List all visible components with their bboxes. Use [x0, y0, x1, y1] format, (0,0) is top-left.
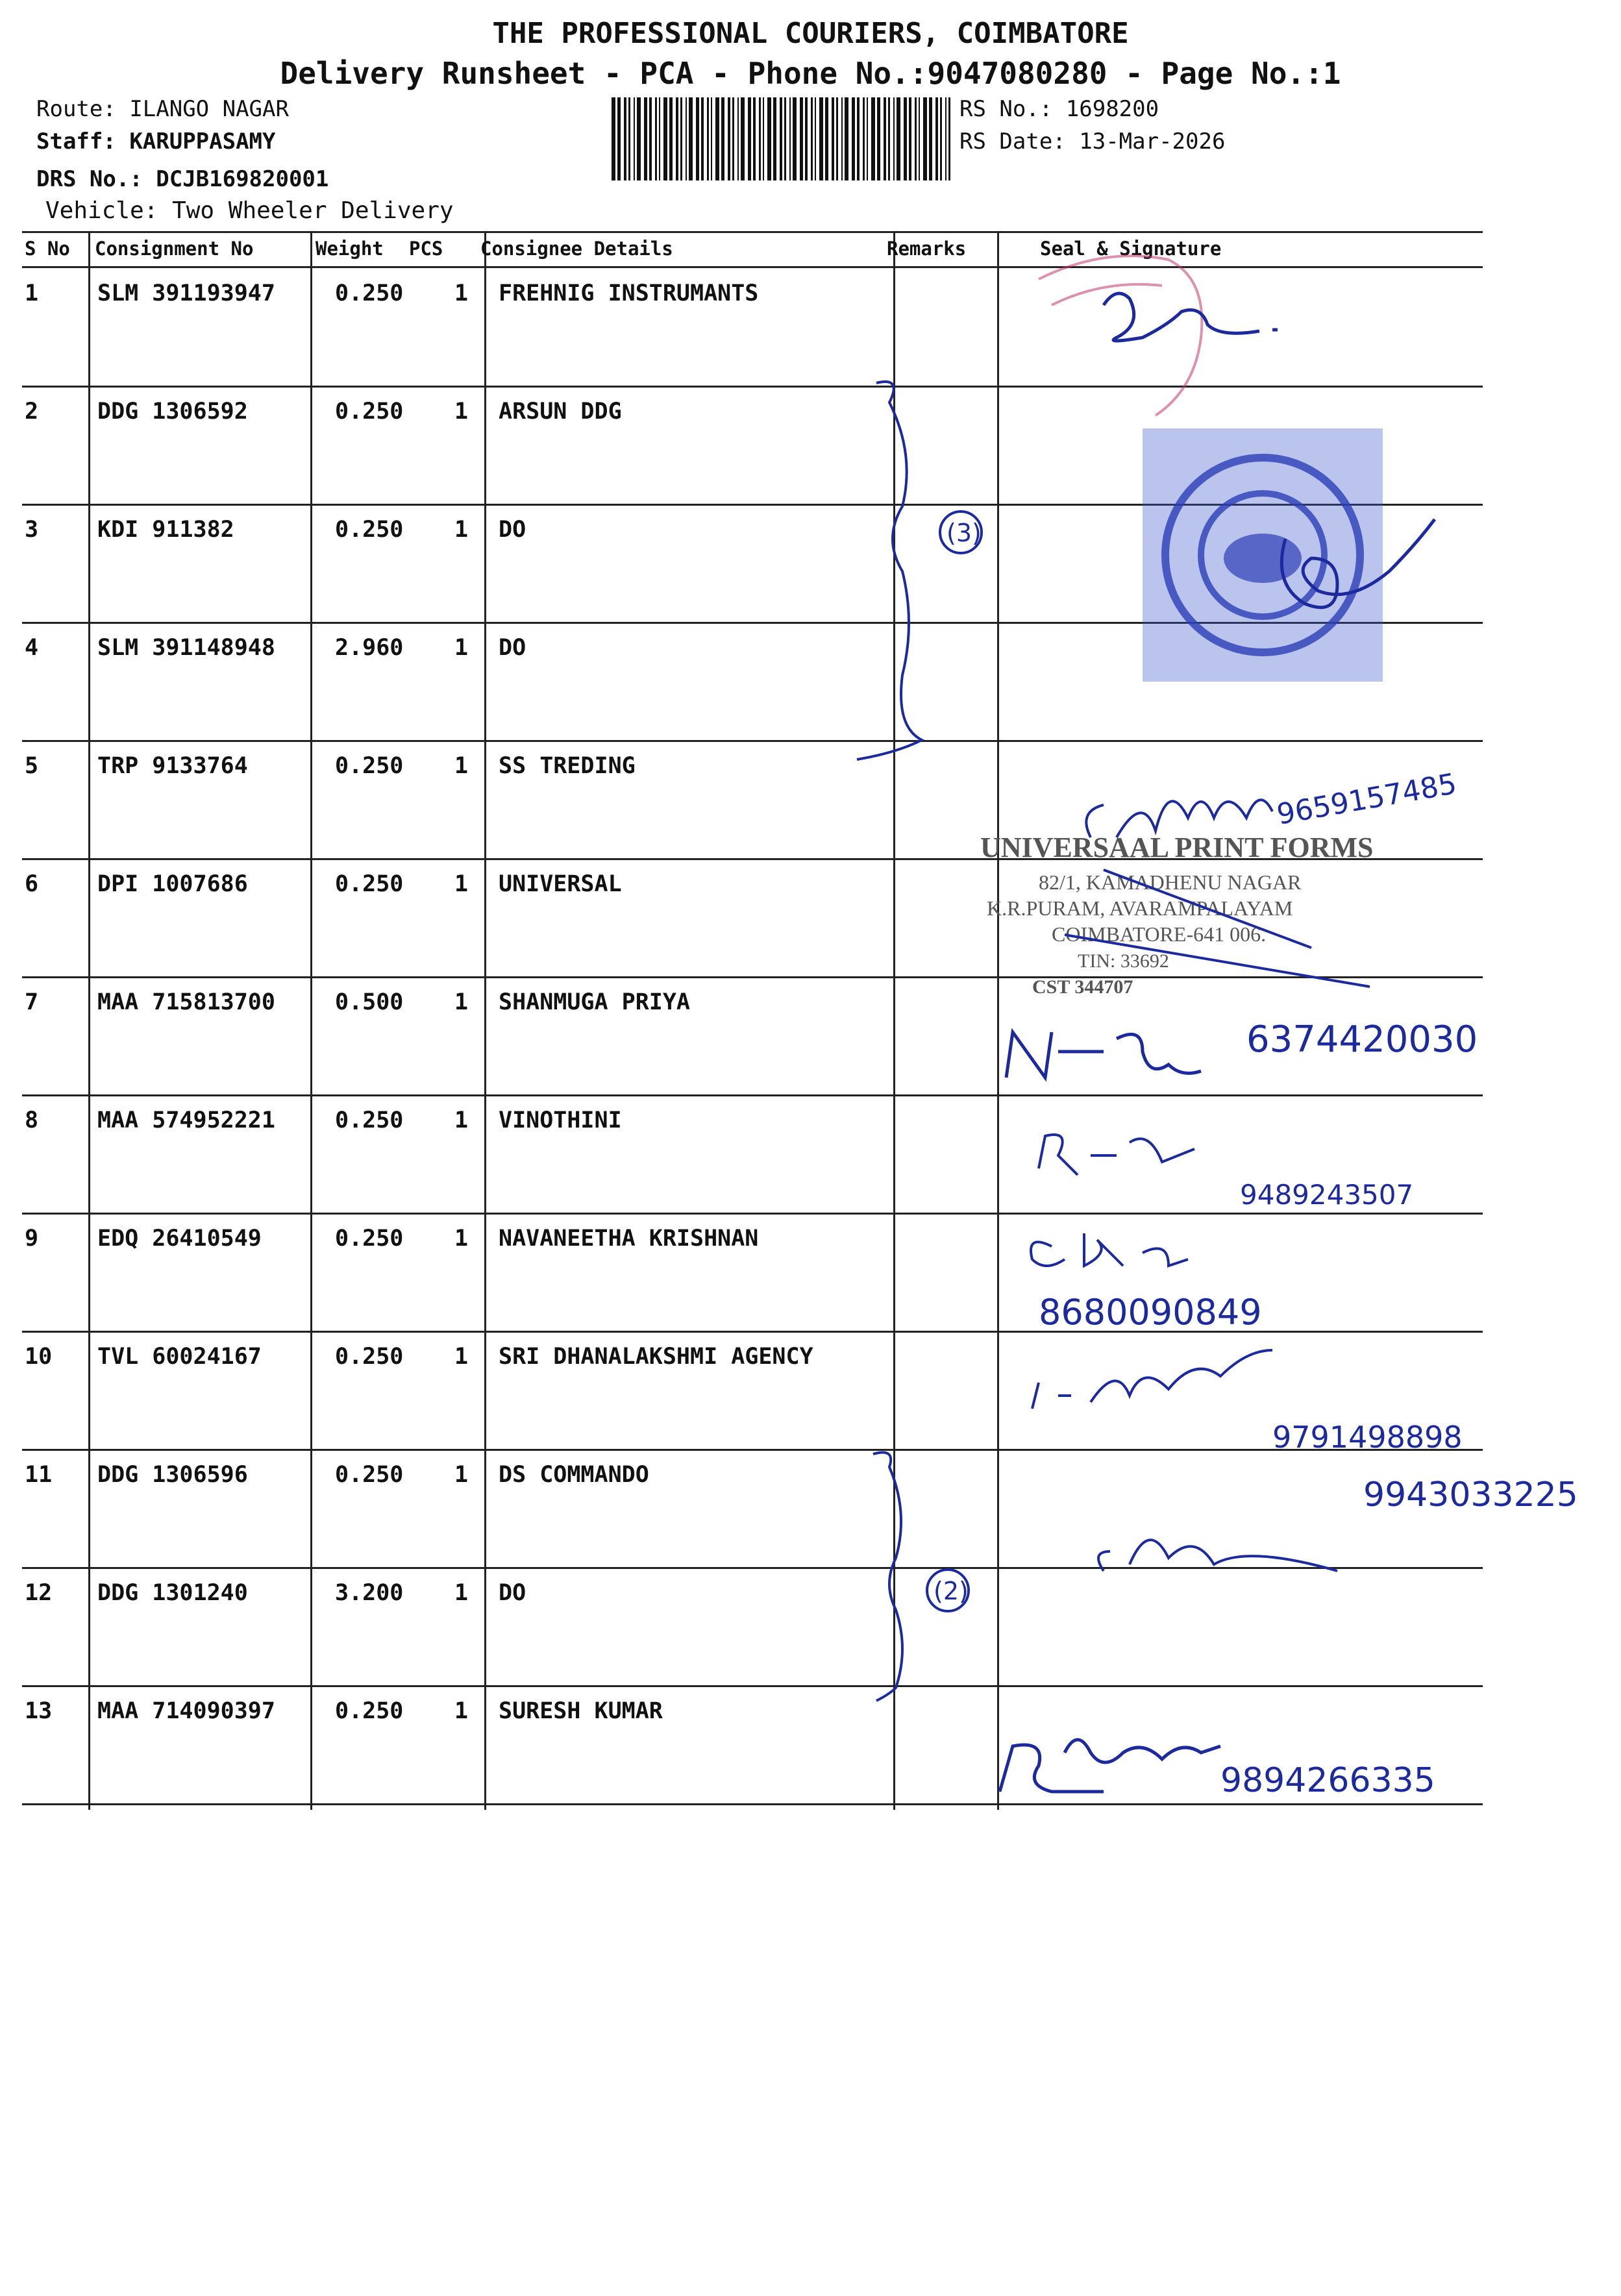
row-pcs: 1 — [454, 517, 469, 543]
row-consignee: DO — [499, 517, 526, 543]
row-consignment-no: KDI 911382 — [97, 517, 234, 543]
svg-text:COIMBATORE-641 006.: COIMBATORE-641 006. — [1052, 922, 1267, 946]
rs-no-label: RS No.: — [959, 96, 1053, 122]
row-consignment-no: SLM 391148948 — [97, 635, 275, 661]
row-sno: 8 — [25, 1107, 39, 1133]
phone-row11: 9943033225 — [1363, 1475, 1578, 1514]
row-consignee: SHANMUGA PRIYA — [499, 989, 691, 1015]
row-sno: 4 — [25, 635, 39, 661]
vehicle-label: Vehicle: — [45, 197, 158, 224]
row-consignee: NAVANEETHA KRISHNAN — [499, 1226, 759, 1252]
row-consignee: DO — [499, 635, 526, 661]
row-weight: 0.250 — [335, 280, 404, 306]
route-value: ILANGO NAGAR — [129, 96, 289, 122]
drs-value: DCJB169820001 — [156, 166, 329, 192]
row-sno: 7 — [25, 989, 39, 1015]
row-weight: 0.250 — [335, 399, 404, 425]
row-consignment-no: MAA 574952221 — [97, 1107, 275, 1133]
row-weight: 3.200 — [335, 1580, 404, 1606]
svg-text:82/1, KAMADHENU NAGAR: 82/1, KAMADHENU NAGAR — [1039, 870, 1302, 894]
svg-text:TIN: 33692: TIN: 33692 — [1078, 950, 1169, 972]
row-pcs: 1 — [454, 1698, 469, 1724]
signature-row10 — [1032, 1350, 1272, 1409]
runsheet-subtitle: Delivery Runsheet - PCA - Phone No.:9047080280 - Page No.:1 — [280, 56, 1341, 91]
col-header-weight: Weight — [316, 238, 384, 260]
row-consignment-no: DDG 1306592 — [97, 399, 248, 425]
row-weight: 0.250 — [335, 871, 404, 897]
row-sno: 1 — [25, 280, 39, 306]
col-header-seal: Seal & Signature — [1040, 238, 1222, 260]
row-consignment-no: TRP 9133764 — [97, 753, 248, 779]
col-header-consignee: Consignee Details — [480, 238, 673, 260]
row-pcs: 1 — [454, 989, 469, 1015]
row-consignment-no: DDG 1306596 — [97, 1462, 248, 1488]
svg-text:K.R.PURAM, AVARAMPALAYAM: K.R.PURAM, AVARAMPALAYAM — [987, 896, 1293, 920]
row-consignee: FREHNIG INSTRUMANTS — [499, 280, 759, 306]
remark-group-1: (3) — [947, 519, 982, 547]
row-pcs: 1 — [454, 753, 469, 779]
drs-label: DRS No.: — [36, 166, 143, 192]
remark-group-2: (2) — [934, 1577, 969, 1605]
row-sno: 2 — [25, 399, 39, 425]
row-weight: 0.250 — [335, 1226, 404, 1252]
row-consignee: VINOTHINI — [499, 1107, 622, 1133]
svg-text:CST 344707: CST 344707 — [1032, 976, 1133, 998]
route-label: Route: — [36, 96, 116, 122]
phone-row8: 9489243507 — [1240, 1179, 1414, 1211]
row-pcs: 1 — [454, 1226, 469, 1252]
vehicle-value: Two Wheeler Delivery — [172, 197, 454, 224]
row-consignee: UNIVERSAL — [499, 871, 622, 897]
row-pcs: 1 — [454, 635, 469, 661]
universal-stamp — [980, 832, 1374, 998]
row-weight: 2.960 — [335, 635, 404, 661]
row-pcs: 1 — [454, 871, 469, 897]
col-header-consignment: Consignment No — [95, 238, 254, 260]
row-sno: 3 — [25, 517, 39, 543]
row-weight: 0.250 — [335, 1462, 404, 1488]
rs-no-value: 1698200 — [1065, 96, 1159, 122]
row-sno: 11 — [25, 1462, 53, 1488]
signature-row13 — [1000, 1740, 1220, 1792]
row-sno: 6 — [25, 871, 39, 897]
row-pcs: 1 — [454, 399, 469, 425]
row-sno: 12 — [25, 1580, 53, 1606]
row-pcs: 1 — [454, 1580, 469, 1606]
row-consignment-no: MAA 715813700 — [97, 989, 275, 1015]
row-weight: 0.250 — [335, 517, 404, 543]
rs-date-value: 13-Mar-2026 — [1079, 129, 1226, 154]
signature-row1 — [1104, 293, 1278, 341]
row-consignee: ARSUN DDG — [499, 399, 622, 425]
signature-row9 — [1031, 1233, 1188, 1266]
signature-row8 — [1039, 1135, 1194, 1175]
col-header-sno: S No — [25, 238, 70, 260]
row-consignment-no: MAA 714090397 — [97, 1698, 275, 1724]
company-title: THE PROFESSIONAL COURIERS, COIMBATORE — [492, 17, 1129, 50]
row-consignee: SS TREDING — [499, 753, 636, 779]
staff-label: Staff: — [36, 129, 116, 154]
row-consignee: DS COMMANDO — [499, 1462, 649, 1488]
row-weight: 0.250 — [335, 753, 404, 779]
row-pcs: 1 — [454, 280, 469, 306]
phone-row9: 8680090849 — [1039, 1292, 1262, 1333]
row-consignment-no: TVL 60024167 — [97, 1344, 262, 1370]
phone-row13: 9894266335 — [1220, 1761, 1435, 1800]
row-weight: 0.250 — [335, 1344, 404, 1370]
row-pcs: 1 — [454, 1462, 469, 1488]
row-consignee: SRI DHANALAKSHMI AGENCY — [499, 1344, 813, 1370]
col-header-pcs: PCS — [409, 238, 443, 260]
row-sno: 9 — [25, 1226, 39, 1252]
phone-row5: 9659157485 — [1274, 767, 1459, 832]
signature-row7 — [1006, 1032, 1201, 1078]
col-header-remarks: Remarks — [887, 238, 967, 260]
staff-value: KARUPPASAMY — [129, 129, 276, 154]
rs-date-label: RS Date: — [959, 129, 1066, 154]
row-consignee: DO — [499, 1580, 526, 1606]
row-sno: 13 — [25, 1698, 53, 1724]
row-pcs: 1 — [454, 1344, 469, 1370]
blue-seal-healthcare — [1143, 428, 1383, 682]
row-weight: 0.250 — [335, 1698, 404, 1724]
row-pcs: 1 — [454, 1107, 469, 1133]
row-consignee: SURESH KUMAR — [499, 1698, 663, 1724]
row-consignment-no: SLM 391193947 — [97, 280, 275, 306]
row-weight: 0.250 — [335, 1107, 404, 1133]
row-weight: 0.500 — [335, 989, 404, 1015]
signature-row11 — [1098, 1540, 1337, 1571]
row-consignment-no: DPI 1007686 — [97, 871, 248, 897]
row-sno: 10 — [25, 1344, 53, 1370]
remarks-bracket-1 — [857, 382, 982, 759]
phone-row7: 6374420030 — [1246, 1018, 1478, 1061]
row-consignment-no: DDG 1301240 — [97, 1580, 248, 1606]
row-consignment-no: EDQ 26410549 — [97, 1226, 262, 1252]
row-sno: 5 — [25, 753, 39, 779]
svg-text:UNIVERSAAL PRINT FORMS: UNIVERSAAL PRINT FORMS — [980, 832, 1374, 863]
phone-row10: 9791498898 — [1272, 1420, 1463, 1455]
